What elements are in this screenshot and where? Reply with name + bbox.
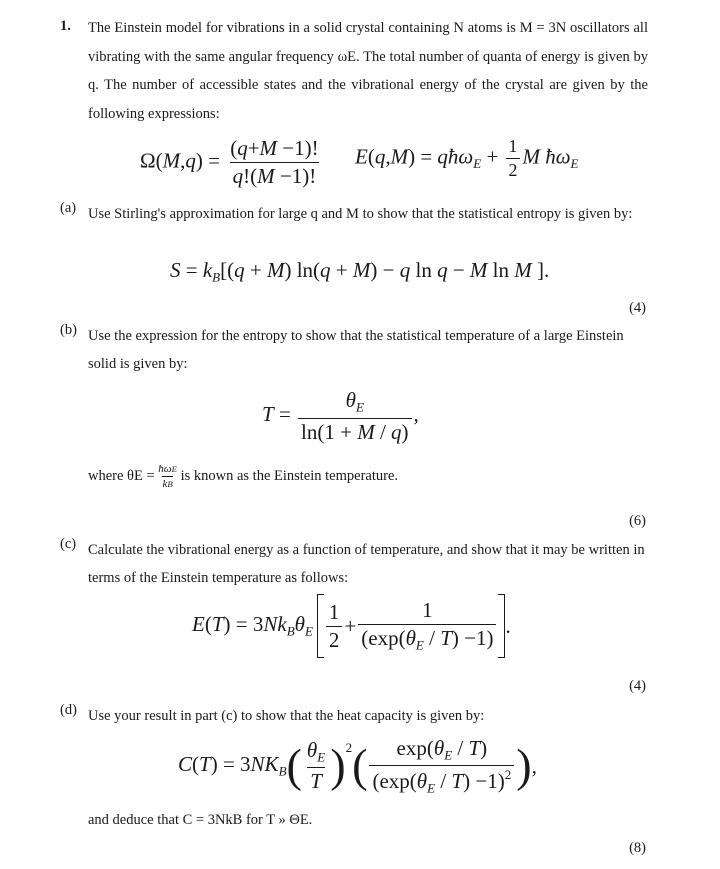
where-pre: where θE = — [88, 468, 155, 484]
part-d-marks: (8) — [629, 840, 646, 856]
part-b-marks: (6) — [629, 513, 646, 529]
part-b-text: Use the expression for the entropy to show that the statistical temperature of a large Einstein solid is given by: — [88, 328, 624, 372]
equation-omega: Ω(M,q) = $\frac{(q+M -1)!}{q!(M -1)!}$ — [140, 136, 319, 188]
equation-energy: E(q,M) = qħω$_E$ + $\frac{1}{2}$ M $ħ\omega_E$ — [355, 136, 579, 180]
equation-energy-temperature: $E(T) = 3Nk_B\theta_E$ $\frac{1}{2}$ + $\frac{1}{(\exp(\theta_E / T) -1)}$ . — [192, 594, 511, 658]
part-c-marks: (4) — [629, 678, 646, 694]
part-c-text: Calculate the vibrational energy as a function of temperature, and show that it may be written in terms of the Einstein temperature as follows: — [88, 542, 645, 586]
where-line — [88, 460, 398, 492]
part-d-label: (d) — [60, 702, 77, 718]
equation-heat-capacity: $C(T) = 3NK_B$ ( $\frac{\theta_E}{T}$ ) 2 ( $\frac{\exp(\theta_E / T)}{(\exp(\theta_E / T) -1)^2}$ ) , — [178, 736, 537, 796]
einstein-temp-fraction: $\frac{\text{ħωE}}{kB}$ — [158, 463, 177, 491]
part-c-label: (c) — [60, 536, 77, 552]
question-intro: The Einstein model for vibrations in a solid crystal containing N atoms is M = 3N oscillators all vibrating with the same angular frequency ωE. The total number of quanta of energy is given by q. The number of accessible states and the vibrational energy of the crystal are given by the following expressions: — [88, 20, 648, 122]
question-number: 1. — [60, 18, 71, 34]
part-a-label: (a) — [60, 200, 77, 216]
equation-entropy: $S = k_B[(q + M) \ln(q + M) - q$ ln q − M ln M ]. — [170, 258, 550, 285]
part-d-deduce: and deduce that C = 3NkB for T » ΘE. — [88, 812, 313, 828]
part-b-label: (b) — [60, 322, 77, 338]
part-a-text: Use Stirling's approximation for large q and M to show that the statistical entropy is given by: — [88, 206, 633, 222]
where-post: is known as the Einstein temperature. — [180, 468, 399, 484]
part-d-text: Use your result in part (c) to show that the heat capacity is given by: — [88, 708, 485, 724]
part-a-marks: (4) — [629, 300, 646, 316]
equation-temperature: T = $\frac{\theta_E}{\ln(1 + M / q)}$ , — [262, 388, 419, 444]
